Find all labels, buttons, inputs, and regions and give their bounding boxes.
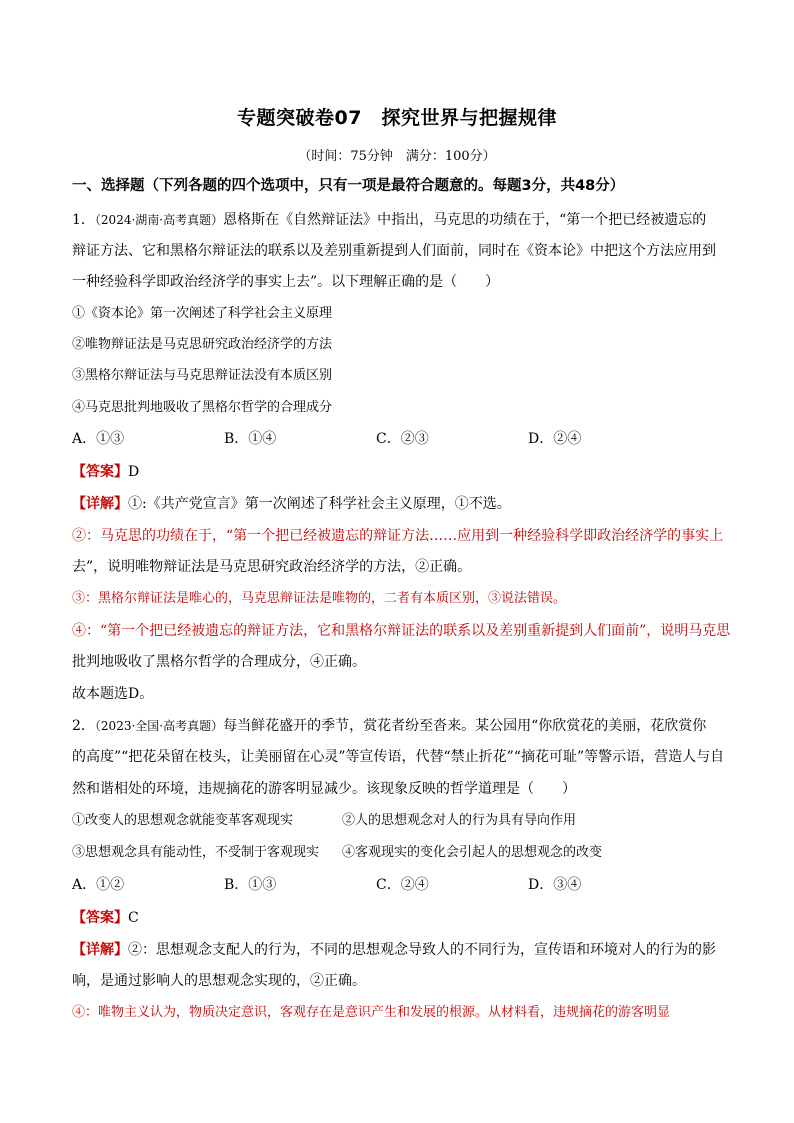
question-2-options-row-1 — [72, 811, 732, 831]
question-1-option-3: ③黑格尔辩证法与马克思辩证法没有本质区别 — [72, 368, 333, 383]
question-1-detail-line-2: ②：马克思的功绩在于，“第一个把已经被遗忘的辩证方法……应用到一种经验科学即政治经济学的事实上 — [72, 528, 724, 544]
question-1-detail-line-3: 去”，说明唯物辩证法是马克思研究政治经济学的方法，②正确。 — [72, 559, 472, 575]
question-2-option-2: ②人的思想观念对人的行为具有导向作用 — [342, 813, 577, 828]
answer-value: C — [128, 910, 139, 926]
question-2-stem-line-2: 的高度”“把花朵留在枝头，让美丽留在心灵”等宣传语，代替“禁止折花”“摘花可耻”等警示语，营造人与自 — [72, 749, 725, 765]
choice-b: B．①④ — [224, 431, 277, 447]
question-number: 1． — [72, 212, 95, 228]
question-1-choices — [72, 429, 732, 449]
question-2-option-4: ④客观现实的变化会引起人的思想观念的改变 — [342, 845, 603, 860]
question-1-detail-line-5: ④：“第一个把已经被遗忘的辩证方法，它和黑格尔辩证法的联系以及差别重新提到人们面前”，说明马克思 — [72, 623, 731, 639]
section-heading: 一、选择题（下列各题的四个选项中，只有一项是最符合题意的。每题3分，共48分） — [72, 178, 625, 194]
exam-info: （时间：75分钟 满分：100分） — [298, 149, 496, 164]
question-1-answer — [72, 462, 732, 482]
choice-d: D．③④ — [528, 877, 582, 893]
question-2-option-3: ③思想观念具有能动性，不受制于客观现实 — [72, 845, 320, 860]
choice-d: D．②④ — [528, 431, 582, 447]
question-2-stem-line-3: 然和谐相处的环境，违规摘花的游客明显减少。该现象反映的哲学道理是（ ） — [72, 781, 576, 797]
question-number: 2． — [72, 718, 95, 734]
question-1-option-2: ②唯物辩证法是马克思研究政治经济学的方法 — [72, 337, 333, 352]
question-1-option-1: ①《资本论》第一次阐述了科学社会主义原理 — [72, 306, 333, 321]
detail-label: 【详解】 — [72, 942, 128, 958]
choice-c: C．②③ — [376, 431, 429, 447]
choice-c: C．②④ — [376, 877, 429, 893]
choice-a: A．①③ — [72, 431, 125, 447]
choice-b: B．①③ — [224, 877, 277, 893]
detail-label: 【详解】 — [72, 496, 128, 512]
question-1-detail-line-6: 批判地吸收了黑格尔哲学的合理成分，④正确。 — [72, 654, 366, 670]
answer-label: 【答案】 — [72, 464, 128, 480]
question-1-detail-line-4: ③：黑格尔辩证法是唯心的，马克思辩证法是唯物的，二者有本质区别，③说法错误。 — [72, 591, 567, 606]
question-2-detail-line-2: 响，是通过影响人的思想观念实现的，②正确。 — [72, 973, 366, 989]
question-2-option-1: ①改变人的思想观念就能变革客观现实 — [72, 813, 294, 828]
question-2-detail-line-3: ④：唯物主义认为，物质决定意识，客观存在是意识产生和发展的根源。从材料看，违规摘花的游客明显 — [72, 1005, 671, 1020]
question-1-stem-line-3: 一种经验科学即政治经济学的事实上去”。以下理解正确的是（ ） — [72, 274, 500, 290]
question-2-options-row-2 — [72, 843, 732, 863]
choice-a: A．①② — [72, 877, 125, 893]
page-title: 专题突破卷07 探究世界与把握规律 — [237, 107, 557, 129]
question-2-detail-line-1: 【详解】②：思想观念支配人的行为，不同的思想观念导致人的不同行为，宣传语和环境对人的行为的影 — [72, 942, 716, 958]
question-source: （2024·湖南·高考真题） — [94, 213, 224, 227]
answer-value: D — [128, 464, 140, 480]
question-source: （2023·全国·高考真题） — [94, 719, 224, 733]
question-2-choices — [72, 875, 732, 895]
answer-label: 【答案】 — [72, 910, 128, 926]
question-1-detail-line-1: 【详解】①:《共产党宣言》第一次阐述了科学社会主义原理，①不选。 — [72, 496, 511, 512]
question-2-stem-line-1: 2．（2023·全国·高考真题）每当鲜花盛开的季节，赏花者纷至沓来。某公园用“你欣赏花的美丽，花欣赏你 — [72, 718, 707, 734]
question-1-stem-line-2: 辩证方法、它和黑格尔辩证法的联系以及差别重新提到人们面前，同时在《资本论》中把这个方法应用到 — [72, 243, 716, 259]
question-1-detail-line-7: 故本题选D。 — [72, 686, 154, 702]
question-1-stem-line-1: 1．（2024·湖南·高考真题）恩格斯在《自然辩证法》中指出，马克思的功绩在于，“第一个把已经被遗忘的 — [72, 212, 707, 228]
question-1-option-4: ④马克思批判地吸收了黑格尔哲学的合理成分 — [72, 400, 333, 415]
question-2-answer — [72, 908, 732, 928]
